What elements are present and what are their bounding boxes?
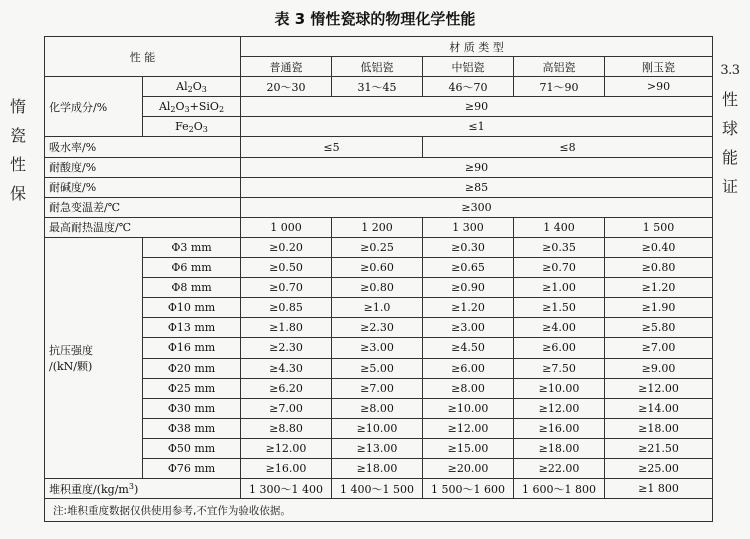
size-cell: Φ10 mm xyxy=(143,298,241,318)
cell: ≥22.00 xyxy=(514,458,605,478)
cell: ≥0.50 xyxy=(241,258,332,278)
note-row xyxy=(45,499,713,522)
section-number: 3.3 xyxy=(720,63,740,78)
cell: ≥0.40 xyxy=(605,237,713,257)
cell: >90 xyxy=(605,77,713,97)
cell: ≥1.20 xyxy=(423,298,514,318)
cell: 1 200 xyxy=(332,217,423,237)
cell: ≥1 800 xyxy=(605,479,713,499)
cell: ≥0.65 xyxy=(423,258,514,278)
cell: ≥6.00 xyxy=(423,358,514,378)
cell: ≥0.70 xyxy=(514,258,605,278)
cell: ≥1.20 xyxy=(605,278,713,298)
table-row xyxy=(45,157,713,177)
margin-char: 惰 xyxy=(9,97,26,116)
right-margin-text xyxy=(718,56,742,201)
cell: ≥21.50 xyxy=(605,438,713,458)
cell: ≥4.00 xyxy=(514,318,605,338)
cell: ≥8.80 xyxy=(241,418,332,438)
cell: ≥1.50 xyxy=(514,298,605,318)
cell: ≥2.30 xyxy=(241,338,332,358)
cell: ≥0.80 xyxy=(605,258,713,278)
size-cell: Φ50 mm xyxy=(143,438,241,458)
cell: 1 500 xyxy=(605,217,713,237)
cell: ≥90 xyxy=(241,157,713,177)
cell: ≥14.00 xyxy=(605,398,713,418)
cell: ≥90 xyxy=(241,97,713,117)
crush-strength-title: 抗压强度 xyxy=(49,344,93,357)
cell: ≥7.00 xyxy=(605,338,713,358)
cell: ≥18.00 xyxy=(332,458,423,478)
cell: ≥0.80 xyxy=(332,278,423,298)
table-row xyxy=(45,398,713,418)
cell: ≥1.00 xyxy=(514,278,605,298)
margin-char: 瓷 xyxy=(9,126,26,145)
size-cell: Φ6 mm xyxy=(143,258,241,278)
cell: ≥16.00 xyxy=(241,458,332,478)
cell: ≥8.00 xyxy=(332,398,423,418)
material-header: 低铝瓷 xyxy=(332,57,423,77)
cell: 1 400 xyxy=(514,217,605,237)
table-row xyxy=(45,117,713,137)
cell: ≥8.00 xyxy=(423,378,514,398)
size-cell: Φ76 mm xyxy=(143,458,241,478)
row-label: 耐急变温差/℃ xyxy=(45,197,241,217)
cell: ≥13.00 xyxy=(332,438,423,458)
cell: 71～90 xyxy=(514,77,605,97)
size-cell: Φ13 mm xyxy=(143,318,241,338)
cell: ≥1.80 xyxy=(241,318,332,338)
cell: ≥16.00 xyxy=(514,418,605,438)
cell: 20～30 xyxy=(241,77,332,97)
size-cell: Φ25 mm xyxy=(143,378,241,398)
cell: ≥9.00 xyxy=(605,358,713,378)
cell: ≥6.20 xyxy=(241,378,332,398)
size-cell: Φ20 mm xyxy=(143,358,241,378)
cell: ≤8 xyxy=(423,137,713,157)
cell: 1 300～1 400 xyxy=(241,479,332,499)
margin-char: 能 xyxy=(721,148,738,167)
cell: 46～70 xyxy=(423,77,514,97)
cell: ≥12.00 xyxy=(423,418,514,438)
table-row xyxy=(45,479,713,499)
margin-char: 证 xyxy=(721,177,738,196)
cell: ≥85 xyxy=(241,177,713,197)
cell: ≥25.00 xyxy=(605,458,713,478)
crush-strength-unit: /(kN/颗) xyxy=(49,360,93,373)
material-header: 普通瓷 xyxy=(241,57,332,77)
size-cell: Φ16 mm xyxy=(143,338,241,358)
size-cell: Φ38 mm xyxy=(143,418,241,438)
margin-char: 性 xyxy=(721,90,738,109)
cell: 31～45 xyxy=(332,77,423,97)
cell: ≥4.30 xyxy=(241,358,332,378)
cell: ≥20.00 xyxy=(423,458,514,478)
formula-al2o3-sio2: $Al_2O_3+SiO_2$ xyxy=(143,97,241,117)
table-row xyxy=(45,77,713,97)
cell: ≥300 xyxy=(241,197,713,217)
cell: ≥1.0 xyxy=(332,298,423,318)
left-margin-text xyxy=(6,92,30,208)
margin-char: 性 xyxy=(9,155,26,174)
row-label: 最高耐热温度/℃ xyxy=(45,217,241,237)
table-row xyxy=(45,438,713,458)
cell: ≥18.00 xyxy=(605,418,713,438)
row-label: 吸水率/% xyxy=(45,137,241,157)
table-row xyxy=(45,418,713,438)
cell: ≥0.25 xyxy=(332,237,423,257)
cell: ≥12.00 xyxy=(605,378,713,398)
cell: ≥4.50 xyxy=(423,338,514,358)
cell: ≥0.20 xyxy=(241,237,332,257)
margin-char: 保 xyxy=(9,184,26,203)
table-row xyxy=(45,177,713,197)
crush-strength-label xyxy=(45,237,143,478)
cell: ≥7.00 xyxy=(241,398,332,418)
cell: ≥12.00 xyxy=(241,438,332,458)
cell: ≥2.30 xyxy=(332,318,423,338)
cell: 1 500～1 600 xyxy=(423,479,514,499)
table-title: 表 3 惰性瓷球的物理化学性能 xyxy=(274,10,476,28)
cell: 1 600～1 800 xyxy=(514,479,605,499)
margin-char: 球 xyxy=(721,119,738,138)
table-note: 注:堆积重度数据仅供使用参考,不宜作为验收依据。 xyxy=(45,499,713,522)
cell: ≤5 xyxy=(241,137,423,157)
cell: ≥3.00 xyxy=(332,338,423,358)
table-row xyxy=(45,258,713,278)
cell: ≥10.00 xyxy=(332,418,423,438)
cell: 1 000 xyxy=(241,217,332,237)
table-row xyxy=(45,97,713,117)
property-header: 性 能 xyxy=(45,37,241,77)
table-row xyxy=(45,278,713,298)
cell: ≥0.30 xyxy=(423,237,514,257)
table-row xyxy=(45,338,713,358)
cell: 1 400～1 500 xyxy=(332,479,423,499)
table-row xyxy=(45,217,713,237)
cell: ≥10.00 xyxy=(423,398,514,418)
row-label: 耐碱度/% xyxy=(45,177,241,197)
table-row xyxy=(45,458,713,478)
cell: ≥12.00 xyxy=(514,398,605,418)
formula-al2o3: $Al_2O_3$ xyxy=(143,77,241,97)
cell: ≥15.00 xyxy=(423,438,514,458)
cell: ≥7.00 xyxy=(332,378,423,398)
cell: ≥1.90 xyxy=(605,298,713,318)
cell: ≥0.35 xyxy=(514,237,605,257)
table-row xyxy=(45,358,713,378)
table-row xyxy=(45,298,713,318)
cell: ≥0.85 xyxy=(241,298,332,318)
formula-fe2o3: $Fe_2O_3$ xyxy=(143,117,241,137)
material-header: 高铝瓷 xyxy=(514,57,605,77)
size-cell: Φ8 mm xyxy=(143,278,241,298)
material-header: 刚玉瓷 xyxy=(605,57,713,77)
table-row xyxy=(45,237,713,257)
properties-table xyxy=(44,36,713,522)
table-row xyxy=(45,137,713,157)
chemical-label: 化学成分/% xyxy=(45,77,143,137)
cell: ≥5.00 xyxy=(332,358,423,378)
table-row xyxy=(45,378,713,398)
material-header: 中铝瓷 xyxy=(423,57,514,77)
cell: ≥5.80 xyxy=(605,318,713,338)
bulk-density-label: 堆积重度$/(kg/m^3)$ xyxy=(45,479,241,499)
cell: ≥18.00 xyxy=(514,438,605,458)
cell: ≥6.00 xyxy=(514,338,605,358)
cell: ≤1 xyxy=(241,117,713,137)
header-row xyxy=(45,37,713,57)
cell: ≥0.70 xyxy=(241,278,332,298)
size-cell: Φ3 mm xyxy=(143,237,241,257)
material-type-header: 材 质 类 型 xyxy=(241,37,713,57)
table-row xyxy=(45,197,713,217)
cell: ≥7.50 xyxy=(514,358,605,378)
cell: ≥10.00 xyxy=(514,378,605,398)
table-row xyxy=(45,318,713,338)
cell: 1 300 xyxy=(423,217,514,237)
cell: ≥3.00 xyxy=(423,318,514,338)
size-cell: Φ30 mm xyxy=(143,398,241,418)
row-label: 耐酸度/% xyxy=(45,157,241,177)
cell: ≥0.90 xyxy=(423,278,514,298)
cell: ≥0.60 xyxy=(332,258,423,278)
